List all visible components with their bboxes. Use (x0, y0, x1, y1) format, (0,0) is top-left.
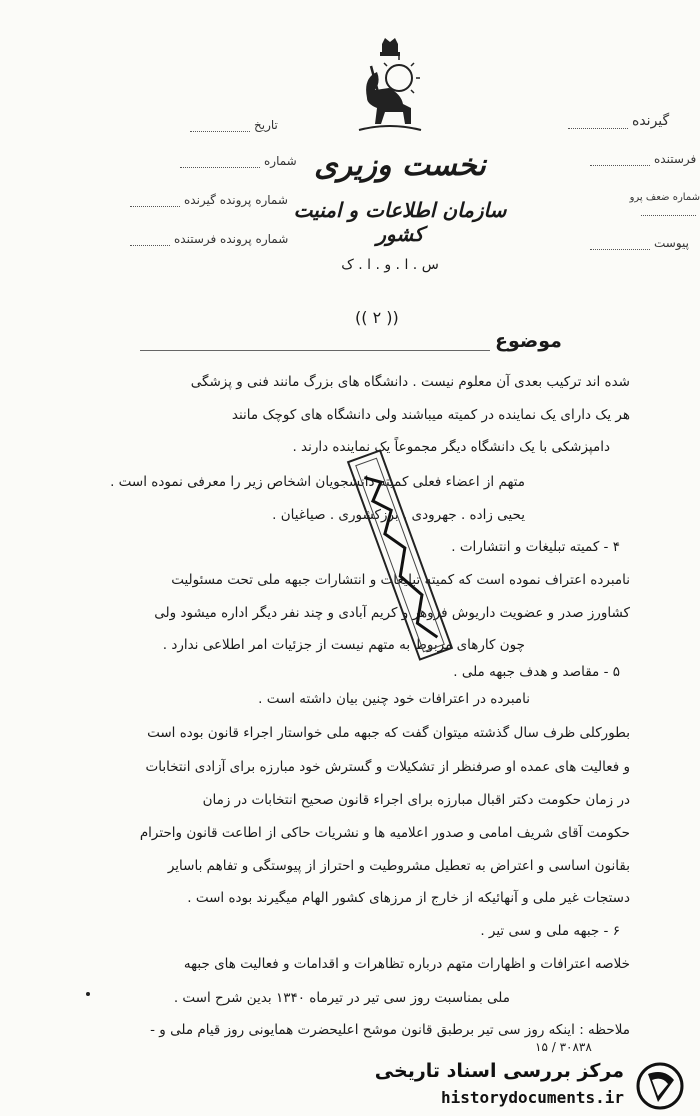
body-line: دامپزشکی با یک دانشگاه دیگر مجموعاً یک نماینده دارند . (292, 439, 610, 455)
diagonal-stamp-mark (345, 440, 455, 670)
body-line: نامبرده اعتراف نموده است که کمیته تبلیغات و انتشارات جبهه ملی تحت مسئولیت (171, 572, 630, 588)
field-sender-label: فرستنده (654, 152, 697, 166)
body-line: و فعالیت های عمده او صرفنظر از تشکیلات و گسترش خود مبارزه برای آزادی انتخابات (145, 759, 630, 775)
field-recipient-file (130, 193, 288, 207)
body-line: در زمان حکومت دکتر اقبال مبارزه برای اجراء قانون صحیح انتخابات در زمان (202, 792, 630, 808)
section-heading: ۴ - کمیته تبلیغات و انتشارات . (451, 539, 620, 555)
archive-watermark (374, 1060, 690, 1112)
ministry-title: نخست وزیری (314, 148, 486, 183)
reference-number: ۳۰۸۳۸ / ۱۵ (535, 1040, 592, 1054)
section-heading: ۵ - مقاصد و هدف جبهه ملی . (453, 664, 620, 680)
field-recipient-label: گیرنده (632, 113, 670, 129)
watermark-title: مرکز بررسی اسناد تاریخی (374, 1060, 624, 1082)
lion-and-sun-emblem-icon (355, 38, 425, 138)
watermark-url: historydocuments.ir (440, 1088, 624, 1107)
body-line: بقانون اساسی و اعتراض به تعطیل مشروطیت و احتراز از پیوستگی و تفاهم باسایر (167, 858, 630, 874)
body-line: بطورکلی ظرف سال گذشته میتوان گفت که جبهه ملی خواستار اجراء قانون بوده است (147, 725, 630, 741)
field-recipient (568, 113, 669, 129)
body-line: ملی بمناسبت روز سی تیر در تیرماه ۱۳۴۰ بدین شرح است . (173, 990, 510, 1006)
body-line: خلاصه اعترافات و اظهارات متهم درباره تظاهرات و اقدامات و فعالیت های جبهه (183, 956, 630, 972)
body-line: نامبرده در اعترافات خود چنین بیان داشته است . (258, 691, 530, 707)
subject-divider (140, 350, 490, 351)
body-line: متهم از اعضاء فعلی کمیته دانشجویان اشخاص زیر را معرفی نموده است . (110, 474, 525, 490)
body-line: کشاورز صدر و عضویت داریوش فروهر و کریم آبادی و چند نفر دیگر اداره میشود ولی (154, 605, 630, 621)
organization-subtitle: سازمان اطلاعات و امنیت کشور (293, 198, 507, 246)
field-attachment (590, 236, 689, 250)
field-number-label: شماره (264, 154, 297, 168)
body-line: یحیی زاده . جهرودی . برزکشوری . صیاغیان . (272, 507, 525, 523)
body-line: حکومت آقای شریف امامی و صدور اعلامیه ها و نشریات حاکی از اطاعت قانون واحترام (139, 825, 630, 841)
field-recipient-file-label: شماره پرونده گیرنده (184, 193, 288, 207)
body-line: شده اند ترکیب بعدی آن معلوم نیست . دانشگاه های بزرگ مانند فنی و پزشگی (190, 374, 630, 390)
field-number-right (584, 192, 700, 216)
field-sender (590, 152, 696, 166)
margin-dot (86, 992, 90, 996)
section-heading: ۶ - جبهه ملی و سی تیر . (480, 923, 620, 939)
body-line: دستجات غیر ملی و آنهائیکه از خارج از مرزهای کشور الهام میگیرند بوده است . (187, 890, 630, 906)
organization-code: س . ا . و . ا . ک (341, 257, 439, 273)
field-date (190, 118, 278, 132)
field-date-label: تاریخ (254, 118, 278, 132)
body-line: هر یک دارای یک نماینده در کمیته میباشند ولی دانشگاه های کوچک مانند (231, 407, 630, 423)
page-number: (( ۲ )) (355, 308, 399, 327)
field-attachment-label: پیوست (654, 236, 689, 250)
field-sender-file (130, 232, 288, 246)
field-number (180, 154, 297, 168)
subject-label: موضوع (495, 330, 562, 352)
archive-logo-icon (634, 1062, 686, 1110)
field-sender-file-label: شماره پرونده فرستنده (174, 232, 289, 246)
body-line: ملاحظه : اینکه روز سی تیر برطبق قانون موشح اعلیحضرت همایونی روز قیام ملی و - (150, 1022, 630, 1038)
field-number-right-label: شماره ضعف پرو (629, 192, 700, 203)
body-line: چون کارهای مربوط به متهم نیست از جزئیات امر اطلاعی ندارد . (162, 637, 525, 653)
